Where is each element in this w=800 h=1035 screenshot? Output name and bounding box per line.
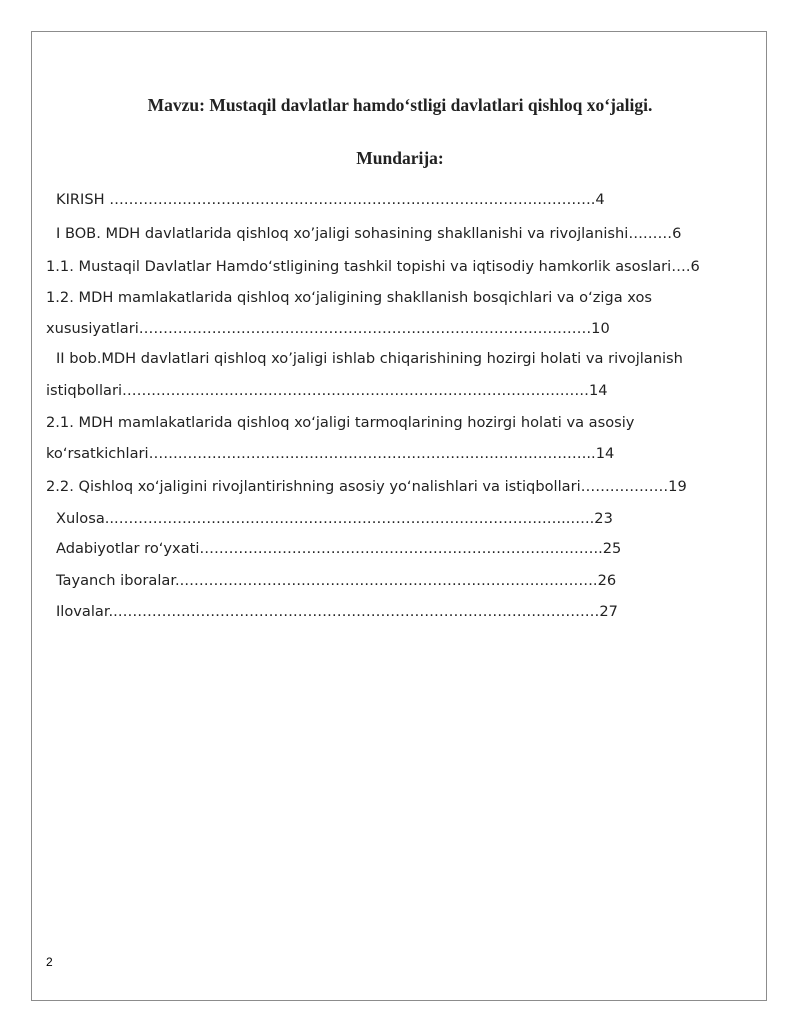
page-number: 2 [46, 955, 53, 969]
document-title: Mavzu: Mustaqil davlatlar hamdoʻstligi davlatlari qishloq xoʻjaligi. [147, 95, 653, 115]
toc-heading: Mundarija: [356, 148, 444, 168]
toc-entry-xulosa[interactable]: Xulosa...………………………………………………………………………………...…..23 [56, 510, 613, 527]
toc-entry-chapter-1[interactable]: I BOB. MDH davlatlarida qishloq xo’jaligi sohasining shakllanishi va rivojlanishi………6 [56, 225, 682, 242]
toc-entry-adabiyotlar[interactable]: Adabiyotlar roʻyxati………………………………………………………………………..25 [56, 540, 622, 557]
toc-entry-tayanch-iboralar[interactable]: Tayanch iboralar..………………………………………………………………………….26 [56, 572, 617, 589]
toc-entry-kirish[interactable]: KIRISH ……………………………………………………………………………………….4 [56, 191, 605, 208]
toc-entry-section-1-2-cont[interactable]: xususiyatlari…………………………………………………………………………………10 [46, 320, 610, 337]
toc-entry-section-1-2[interactable]: 1.2. MDH mamlakatlarida qishloq xoʻjaligining shakllanish bosqichlari va oʻziga xos [46, 289, 652, 306]
toc-entry-chapter-2[interactable]: II bob.MDH davlatlari qishloq xo’jaligi ishlab chiqarishining hozirgi holati va rivojlanish [56, 350, 683, 367]
toc-entry-section-2-1-cont[interactable]: koʻrsatkichlari………………………………………………………………………………..14 [46, 445, 615, 462]
toc-entry-section-1-1[interactable]: 1.1. Mustaqil Davlatlar Hamdoʻstligining tashkil topishi va iqtisodiy hamkorlik asoslari….6 [46, 258, 700, 275]
toc-entry-section-2-2[interactable]: 2.2. Qishloq xoʻjaligini rivojlantirishning asosiy yoʻnalishlari va istiqbollari………………19 [46, 478, 687, 495]
toc-entry-ilovalar[interactable]: Ilovalar..………………………………………………………………………………………27 [56, 603, 618, 620]
toc-entry-chapter-2-cont[interactable]: istiqbollari……………………………………………………………………………………14 [46, 382, 608, 399]
toc-entry-section-2-1[interactable]: 2.1. MDH mamlakatlarida qishloq xoʻjaligi tarmoqlarining hozirgi holati va asosiy [46, 414, 635, 431]
